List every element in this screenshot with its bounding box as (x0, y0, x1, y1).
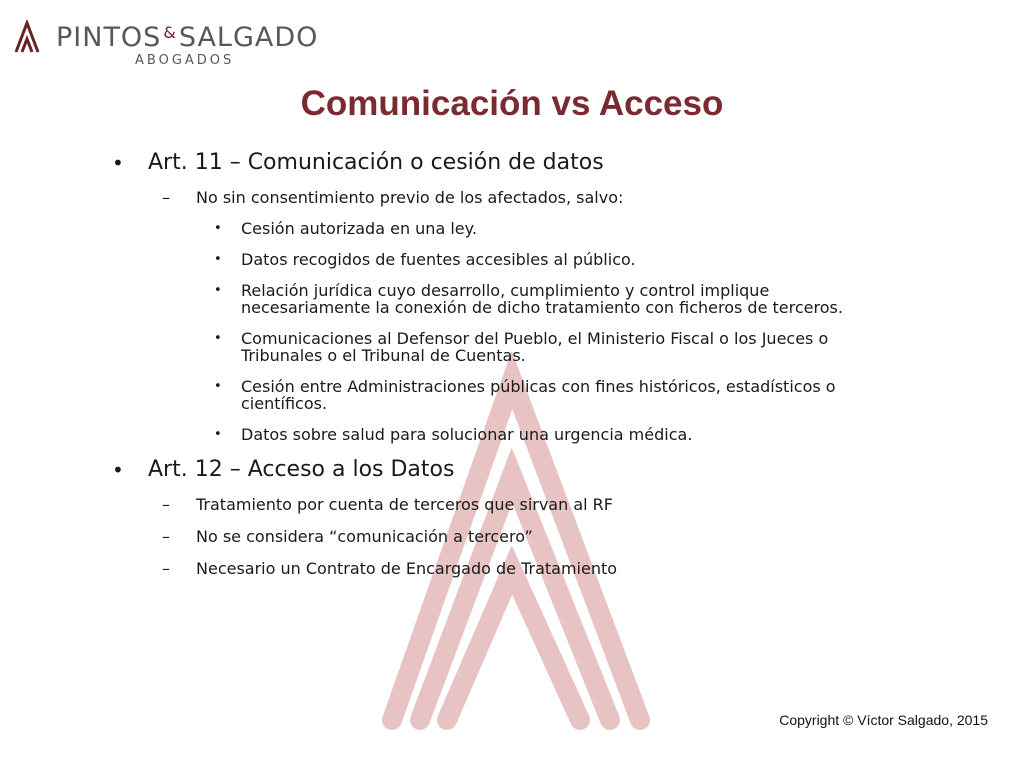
dash-text: Necesario un Contrato de Encargado de Tratamiento (196, 559, 618, 578)
sub-bullet-text: Datos recogidos de fuentes accesibles al público. (241, 250, 636, 269)
dash-mark: – (162, 527, 170, 546)
sub-bullet-item (214, 251, 891, 268)
bullet-article-12 (112, 457, 912, 483)
logo-name-left: PINTOS (56, 22, 162, 53)
logo-name-right: SALGADO (178, 22, 319, 53)
sub-bullet-item (214, 282, 891, 316)
sub-bullet-mark: • (214, 252, 222, 267)
dash-item (162, 495, 912, 514)
sub-bullet-text: Relación jurídica cuyo desarrollo, cumplimiento y control implique necesariamente la conexión de dicho tratamiento con ficheros de terceros. (241, 281, 843, 317)
chevron-inner-icon (447, 570, 580, 720)
logo-chevron-icon (14, 20, 40, 54)
sub-bullet-mark: • (214, 331, 222, 346)
sub-bullet-mark: • (214, 427, 222, 442)
dash-item (162, 188, 912, 207)
sub-bullet-text: Cesión autorizada en una ley. (241, 219, 477, 238)
sub-bullet-text: Comunicaciones al Defensor del Pueblo, el Ministerio Fiscal o los Jueces o Tribunales o el Tribunal de Cuentas. (241, 329, 829, 365)
bullet-mark: • (112, 151, 124, 175)
heading-text: Art. 12 – Acceso a los Datos (148, 457, 455, 482)
dash-mark: – (162, 188, 170, 207)
sub-bullet-item (214, 220, 891, 237)
sub-bullet-mark: • (214, 283, 222, 298)
dash-mark: – (162, 495, 170, 514)
sub-bullet-text: Cesión entre Administraciones públicas con fines históricos, estadísticos o científicos. (241, 377, 836, 413)
heading-text: Art. 11 – Comunicación o cesión de datos (148, 150, 604, 175)
dash-text: Tratamiento por cuenta de terceros que sirvan al RF (196, 495, 613, 514)
dash-item (162, 559, 912, 578)
sub-bullet-mark: • (214, 221, 222, 236)
dash-mark: – (162, 559, 170, 578)
logo-subtitle: ABOGADOS (135, 53, 235, 68)
slide-content (112, 150, 912, 591)
logo-ampersand: & (163, 23, 177, 42)
dash-item (162, 527, 912, 546)
logo-name (56, 22, 318, 53)
sub-bullet-text: Datos sobre salud para solucionar una urgencia médica. (241, 425, 693, 444)
sub-bullet-item (214, 378, 891, 412)
copyright-notice: Copyright © Víctor Salgado, 2015 (779, 712, 988, 728)
sub-bullet-mark: • (214, 379, 222, 394)
sub-bullet-item (214, 330, 891, 364)
bullet-mark: • (112, 458, 124, 482)
dash-text: No sin consentimiento previo de los afectados, salvo: (196, 188, 624, 207)
dash-text: No se considera “comunicación a tercero” (196, 527, 533, 546)
sub-bullet-item (214, 426, 891, 443)
bullet-article-11 (112, 150, 912, 176)
slide-title: Comunicación vs Acceso (300, 84, 724, 123)
company-logo (14, 18, 334, 70)
